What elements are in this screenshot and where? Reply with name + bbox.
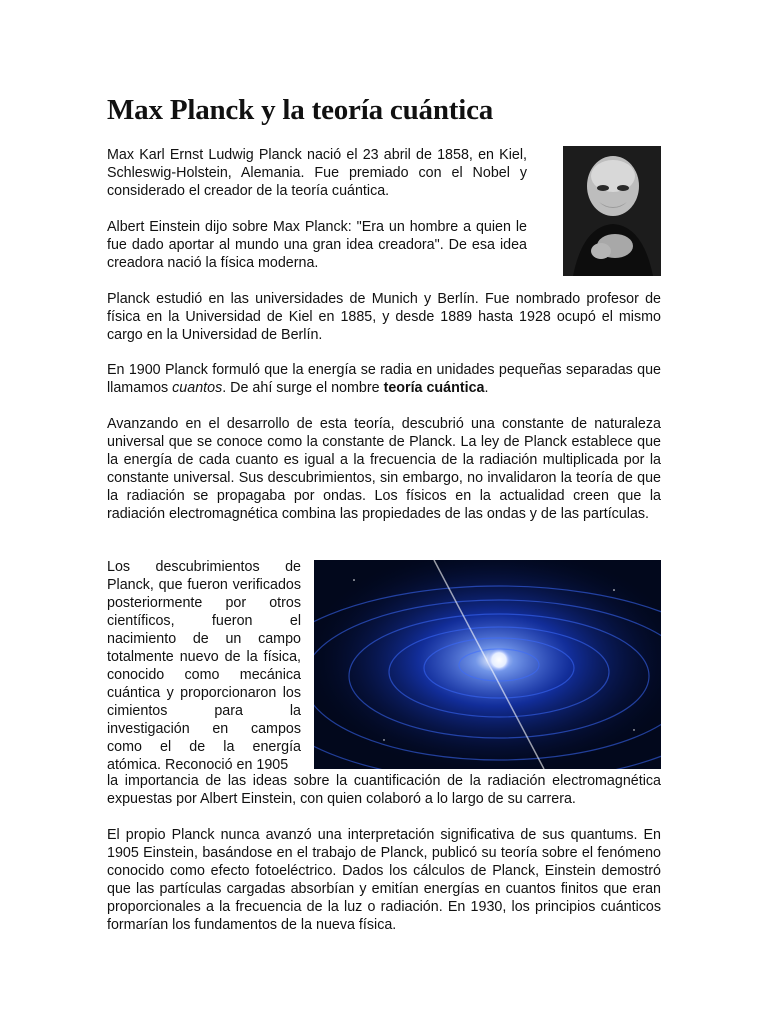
paragraph-5: Avanzando en el desarrollo de esta teoría, descubrió una constante de naturaleza universal que se conoce como la constante de Planck. La ley de Planck establece que la energía de cada cuanto es igual a la frecuencia de la radiación multiplicada por la constante universal. Sus descubrimientos, sin embargo, no invalidaron la teoría de que la radiación se propagaba por ondas. Los físicos en la actualidad creen que la radiación electromagnética combina las propiedades de las ondas y de las partículas. bbox=[107, 416, 661, 522]
paragraph-3: Planck estudió en las universidades de Munich y Berlín. Fue nombrado profesor de física en la Universidad de Kiel en 1885, y desde 1889 hasta 1928 ocupó el mismo cargo en la Universidad de Berlín. bbox=[107, 291, 661, 343]
paragraph-7: El propio Planck nunca avanzó una interpretación significativa de sus quantums. En 1905 Einstein, basándose en el trabajo de Planck, publicó su teoría sobre el fenómeno conocido como efecto fotoeléctrico. Dados los cálculos de Planck, Einstein demostró que las partículas cargadas absorbían y emitían energías en cuantos finitos que eran proporcionales a la frecuencia de la luz o radiación. En 1930, los principios cuánticos formarían los fundamentos de la nueva física. bbox=[107, 827, 661, 933]
max-planck-portrait-image bbox=[563, 146, 661, 276]
paragraph-4-bold: teoría cuántica bbox=[383, 380, 485, 396]
paragraph-4-text-3: . bbox=[484, 380, 489, 396]
paragraph-4-text-1: En 1900 Planck formuló que la energía se radia en unidades pequeñas separadas que llamamos bbox=[107, 362, 661, 396]
paragraph-4 bbox=[107, 361, 661, 397]
page-title: Max Planck y la teoría cuántica bbox=[107, 94, 494, 126]
paragraph-1: Max Karl Ernst Ludwig Planck nació el 23 abril de 1858, en Kiel, Schleswig-Holstein, Alemania. Fue premiado con el Nobel y considerado el creador de la teoría cuántica. bbox=[107, 147, 527, 199]
paragraph-6-full: la importancia de las ideas sobre la cuantificación de la radiación electromagnética expuestas por Albert Einstein, con quien colaboró a lo largo de su carrera. bbox=[107, 773, 661, 807]
paragraph-2: Albert Einstein dijo sobre Max Planck: "Era un hombre a quien le fue dado aportar al mundo una gran idea creadora". De esa idea creadora nació la física moderna. bbox=[107, 219, 527, 271]
paragraph-4-italic: cuantos bbox=[172, 380, 223, 396]
paragraph-4-text-2: . De ahí surge el nombre bbox=[222, 380, 384, 396]
space-pulsar-image bbox=[314, 560, 661, 769]
paragraph-6-wrap: Los descubrimientos de Planck, que fueron verificados posteriormente por otros científicos, fueron el nacimiento de un campo totalmente nuevo de la física, conocido como mecánica cuántica y proporcionaron los cimientos para la investigación en campos como el de la energía atómica. Reconoció en 1905 bbox=[107, 559, 301, 773]
